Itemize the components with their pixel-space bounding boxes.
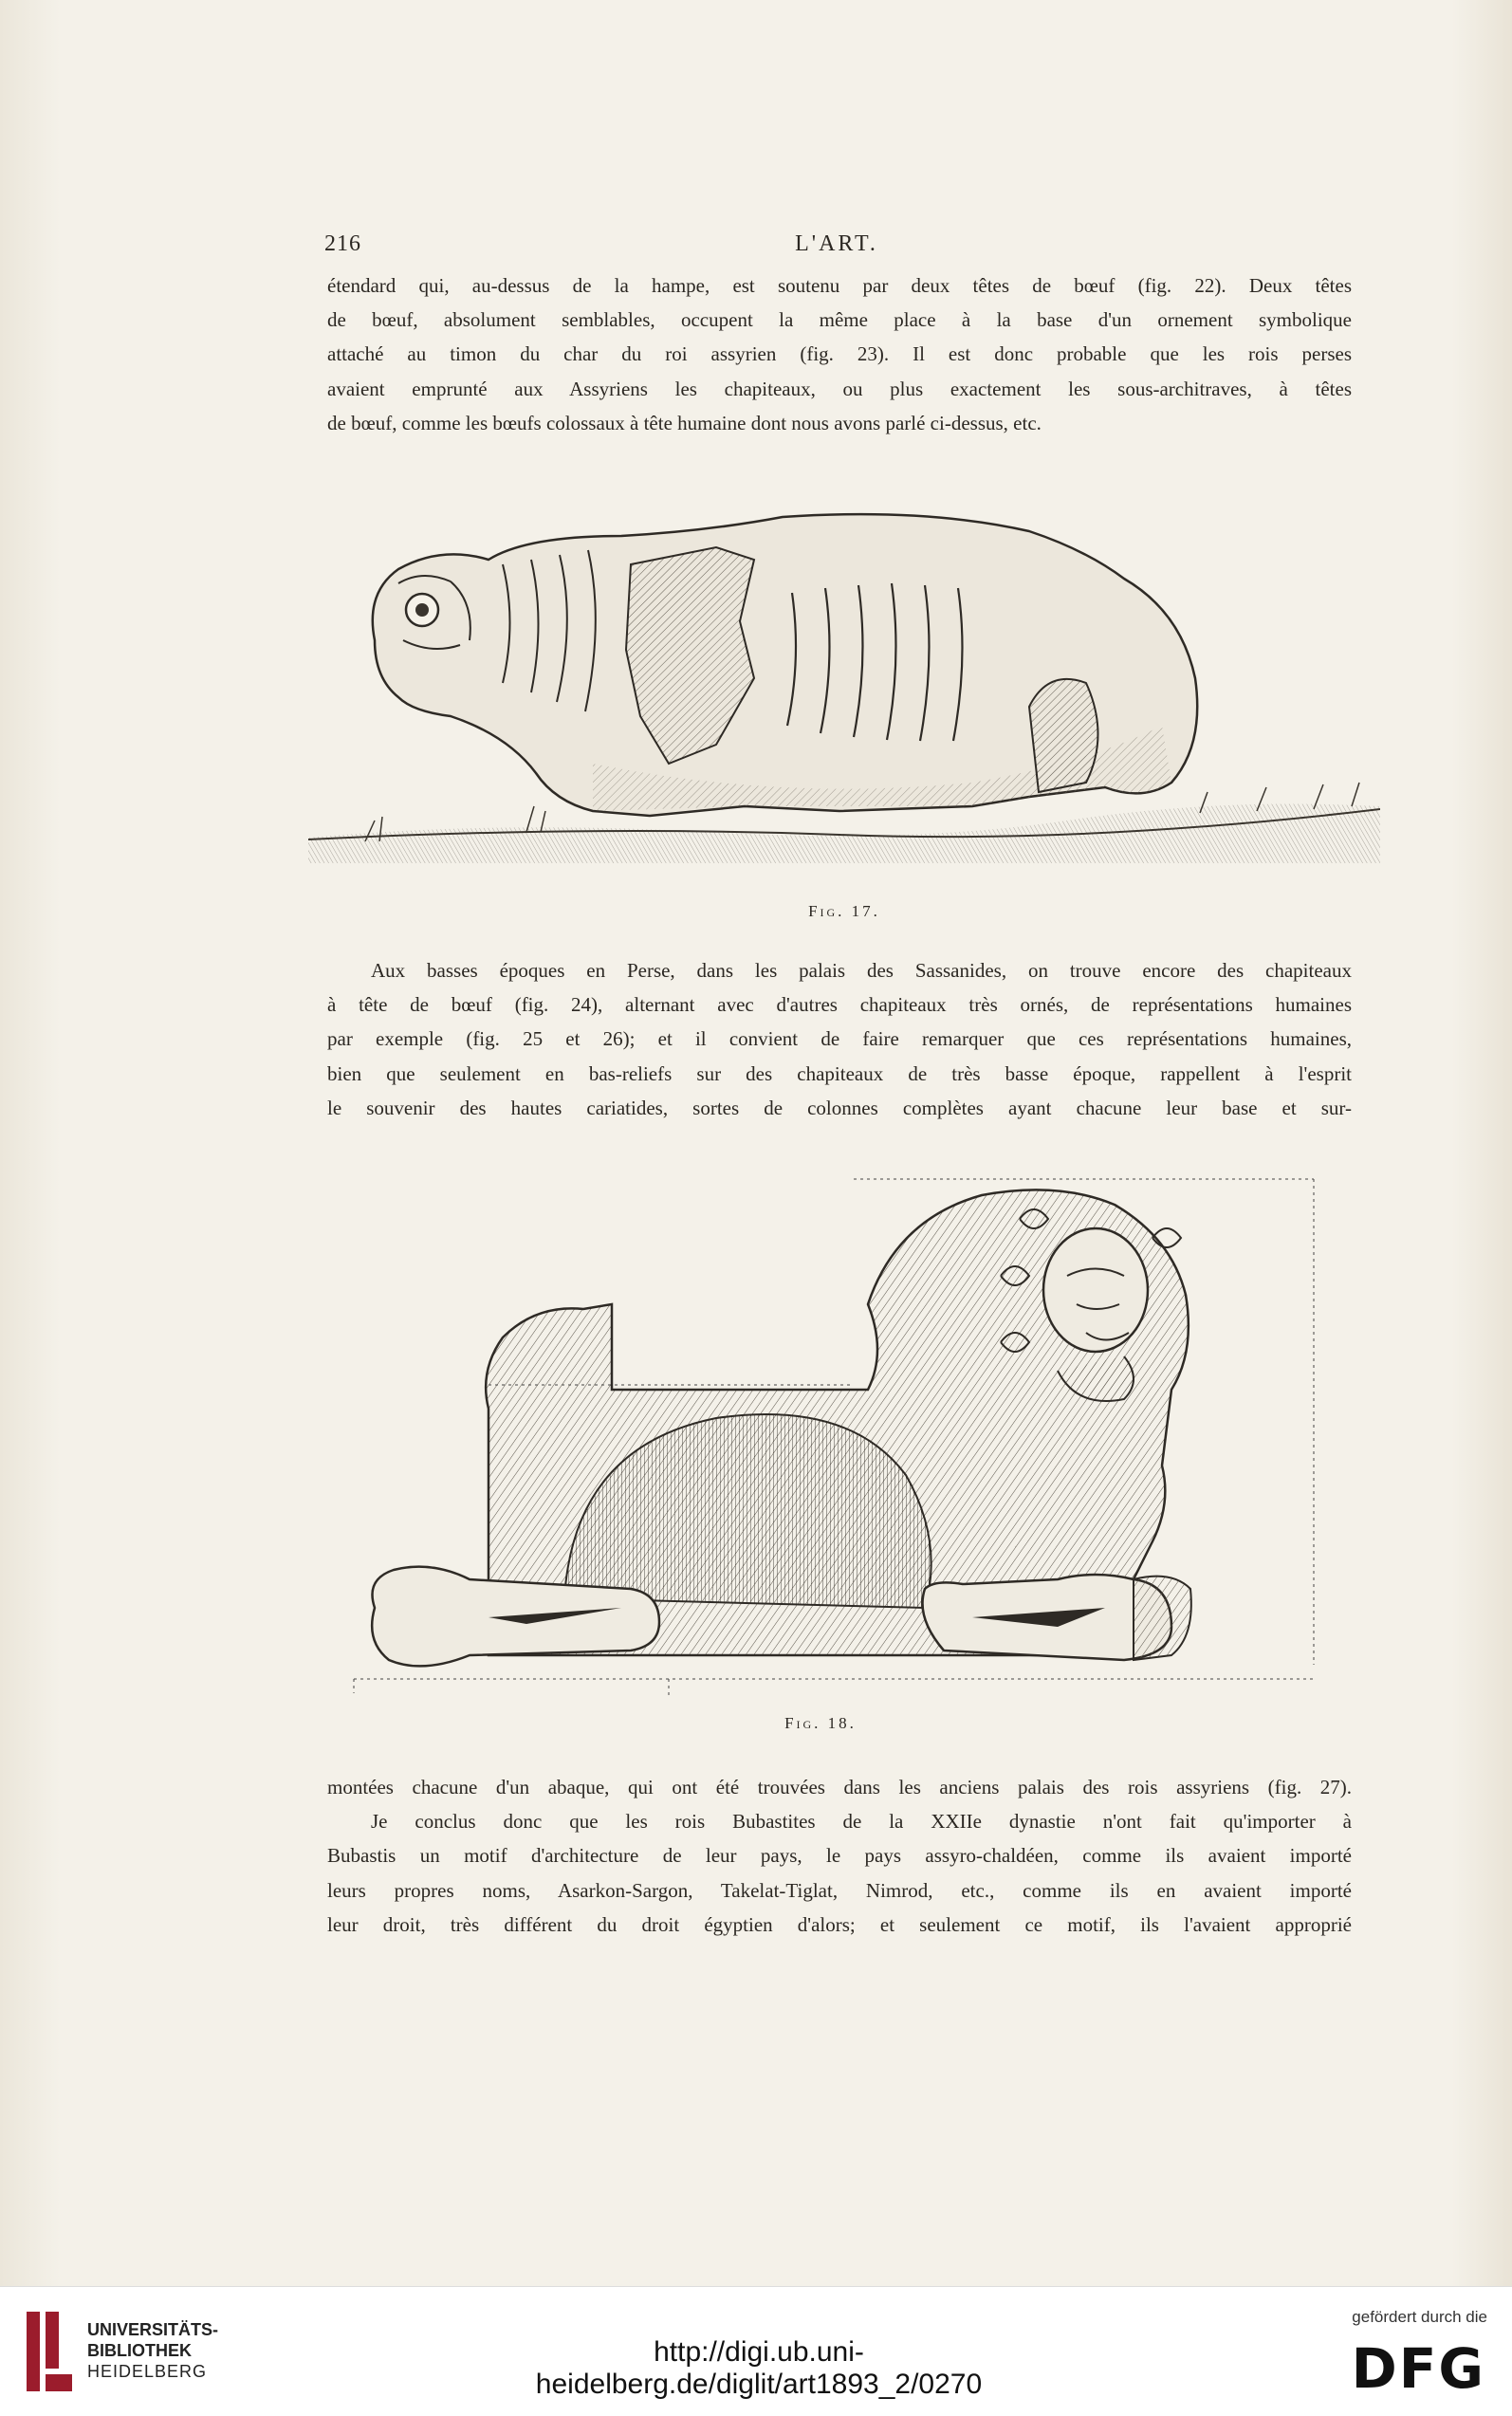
- text-line: par exemple (fig. 25 et 26); et il convient de faire remarquer que ces représentations humaines,: [327, 1027, 1352, 1051]
- text-line: de bœuf, absolument semblables, occupent la même place à la base d'un ornement symbolique: [327, 308, 1352, 332]
- permalink-url[interactable]: http://digi.ub.uni-heidelberg.de/diglit/art1893_2/0270: [535, 2336, 983, 2400]
- text-line: leur droit, très différent du droit égyptien d'alors; et seulement ce motif, ils l'avaient approprié: [327, 1912, 1352, 1936]
- library-name-line: UNIVERSITÄTS-: [87, 2320, 219, 2339]
- text-line: Bubastis un motif d'architecture de leur pays, le pays assyro-chaldéen, comme ils avaient importé: [327, 1844, 1352, 1868]
- running-head: [324, 231, 1349, 260]
- library-name: [87, 2319, 218, 2382]
- text-line: montées chacune d'un abaque, qui ont été trouvées dans les anciens palais des rois assyriens (fig. 27).: [327, 1776, 1352, 1798]
- figure-17-caption: Fig. 17.: [808, 902, 880, 920]
- text-line: de bœuf, comme les bœufs colossaux à tête humaine dont nous avons parlé ci-dessus, etc.: [327, 411, 1042, 434]
- library-name-line: BIBLIOTHEK: [87, 2341, 192, 2360]
- bull-illustration: [308, 479, 1380, 887]
- figure-18-caption: Fig. 18.: [784, 1714, 857, 1732]
- page-number: 216: [324, 231, 361, 256]
- text-line: Je conclus donc que les rois Bubastites de la XXIIe dynastie n'ont fait qu'importer à: [371, 1810, 1352, 1834]
- text-line: le souvenir des hautes cariatides, sortes de colonnes complètes ayant chacune leur base et sur-: [327, 1096, 1352, 1119]
- text-line: attaché au timon du char du roi assyrien (fig. 23). Il est donc probable que les rois perses: [327, 342, 1352, 366]
- library-name-line: HEIDELBERG: [87, 2362, 208, 2381]
- paragraph-1: [327, 268, 1352, 440]
- digitization-footer: [0, 2286, 1512, 2416]
- text-line: avaient emprunté aux Assyriens les chapiteaux, ou plus exactement les sous-architraves, à têtes: [327, 377, 1352, 400]
- funding-label: gefördert durch die: [1352, 2308, 1487, 2326]
- lion-capital-illustration: [337, 1162, 1342, 1712]
- text-line: étendard qui, au-dessus de la hampe, est soutenu par deux têtes de bœuf (fig. 22). Deux têtes: [327, 274, 1352, 297]
- paragraph-3: [327, 1770, 1352, 1942]
- journal-title: L'ART.: [795, 231, 878, 256]
- text-line: leurs propres noms, Asarkon-Sargon, Takelat-Tiglat, Nimrod, etc., comme ils en avaient importé: [327, 1878, 1352, 1902]
- university-library-logo-icon: [21, 2308, 78, 2395]
- text-line: bien que seulement en bas-reliefs sur des chapiteaux de très basse époque, rappellent à l'esprit: [327, 1061, 1352, 1085]
- figure-17-bull-engraving: [308, 479, 1380, 920]
- figure-18-lion-engraving: [337, 1162, 1342, 1731]
- text-line: Aux basses époques en Perse, dans les palais des Sassanides, on trouve encore des chapiteaux: [371, 959, 1352, 982]
- text-line: à tête de bœuf (fig. 24), alternant avec d'autres chapiteaux très ornés, de représentations humaines: [327, 993, 1352, 1017]
- paragraph-2: [327, 953, 1352, 1125]
- dfg-logo: DFG: [1351, 2336, 1485, 2401]
